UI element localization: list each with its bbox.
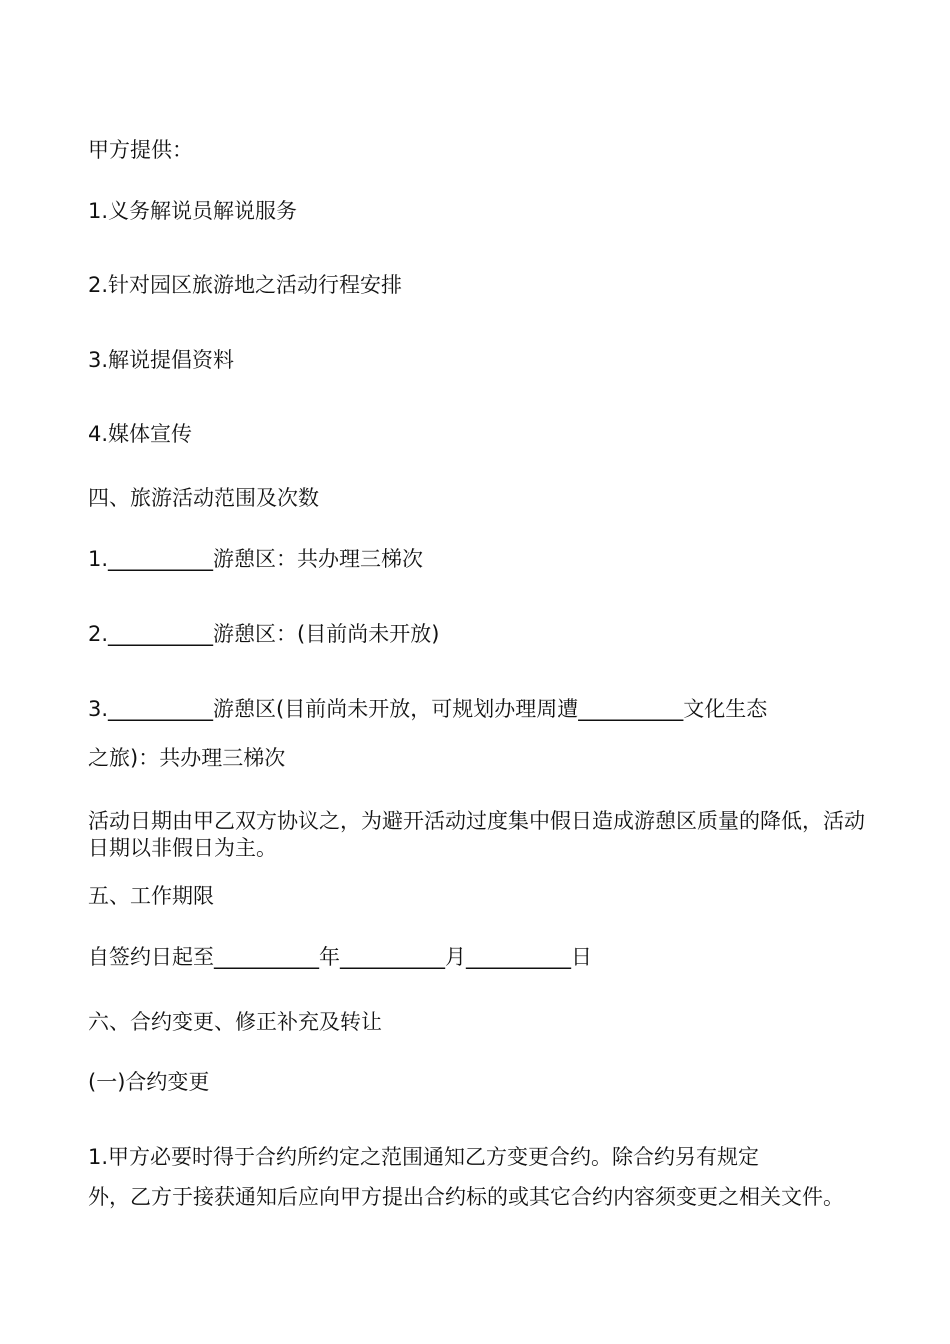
contract-change-item-1-line-2: 外，乙方于接获通知后应向甲方提出合约标的或其它合约内容须变更之相关文件。 (88, 1185, 844, 1209)
section-4-heading: 四、旅游活动范围及次数 (88, 486, 319, 510)
section-5-heading: 五、工作期限 (88, 884, 214, 908)
party-a-provides-heading: 甲方提供： (88, 138, 193, 162)
contract-change-item-1-line-1: 1.甲方必要时得于合约所约定之范围通知乙方变更合约。除合约另有规定 (88, 1145, 760, 1169)
subsection-contract-change: (一)合约变更 (88, 1070, 210, 1094)
scope-item-2: 2.__________游憩区：(目前尚未开放) (88, 622, 440, 646)
provision-item-1: 1.义务解说员解说服务 (88, 199, 298, 223)
term-period-line: 自签约日起至__________年__________月__________日 (88, 945, 592, 969)
section-6-heading: 六、合约变更、修正补充及转让 (88, 1010, 382, 1034)
activity-date-paragraph: 活动日期由甲乙双方协议之，为避开活动过度集中假日造成游憩区质量的降低，活动日期以非假日为主。 (88, 809, 865, 860)
provision-item-4: 4.媒体宣传 (88, 422, 193, 446)
provision-item-2: 2.针对园区旅游地之活动行程安排 (88, 273, 403, 297)
scope-item-3-line-1: 3.__________游憩区(目前尚未开放，可规划办理周遭__________文化生态 (88, 697, 768, 721)
scope-item-3-line-2: 之旅)：共办理三梯次 (88, 746, 286, 770)
provision-item-3: 3.解说提倡资料 (88, 348, 235, 372)
scope-item-1: 1.__________游憩区：共办理三梯次 (88, 547, 424, 571)
